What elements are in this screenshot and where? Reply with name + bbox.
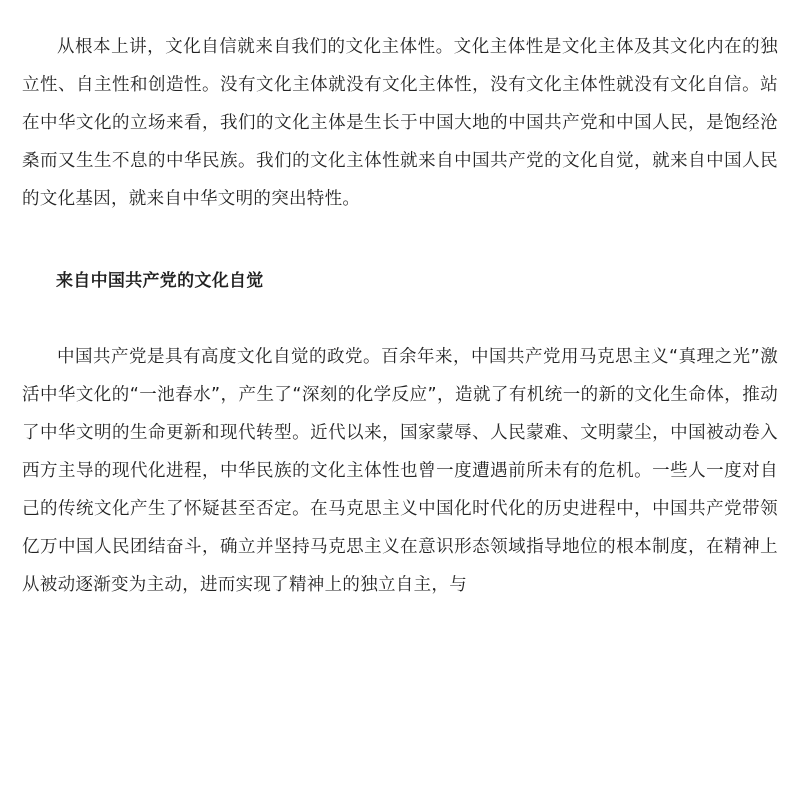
section-heading: 来自中国共产党的文化自觉 [56, 271, 264, 291]
article-body [22, 28, 778, 604]
paragraph-cpc-cultural-consciousness: 中国共产党是具有高度文化自觉的政党。百余年来，中国共产党用马克思主义“真理之光”激活中华文化的“一池春水”，产生了“深刻的化学反应”，造就了有机统一的新的文化生命体，推动了中华文明的生命更新和现代转型。近代以来，国家蒙辱、人民蒙难、文明蒙尘，中国被动卷入西方主导的现代化进程，中华民族的文化主体性也曾一度遭遇前所未有的危机。一些人一度对自己的传统文化产生了怀疑甚至否定。在马克思主义中国化时代化的历史进程中，中国共产党带领亿万中国人民团结奋斗，确立并坚持马克思主义在意识形态领域指导地位的根本制度，在精神上从被动逐渐变为主动，进而实现了精神上的独立自主，与 [22, 347, 778, 595]
paragraph-cultural-subjectivity: 从根本上讲，文化自信就来自我们的文化主体性。文化主体性是文化主体及其文化内在的独立性、自主性和创造性。没有文化主体就没有文化主体性，没有文化主体性就没有文化自信。站在中华文化的立场来看，我们的文化主体是生长于中国大地的中国共产党和中国人民，是饱经沧桑而又生生不息的中华民族。我们的文化主体性就来自中国共产党的文化自觉，就来自中国人民的文化基因，就来自中华文明的突出特性。 [22, 37, 778, 209]
